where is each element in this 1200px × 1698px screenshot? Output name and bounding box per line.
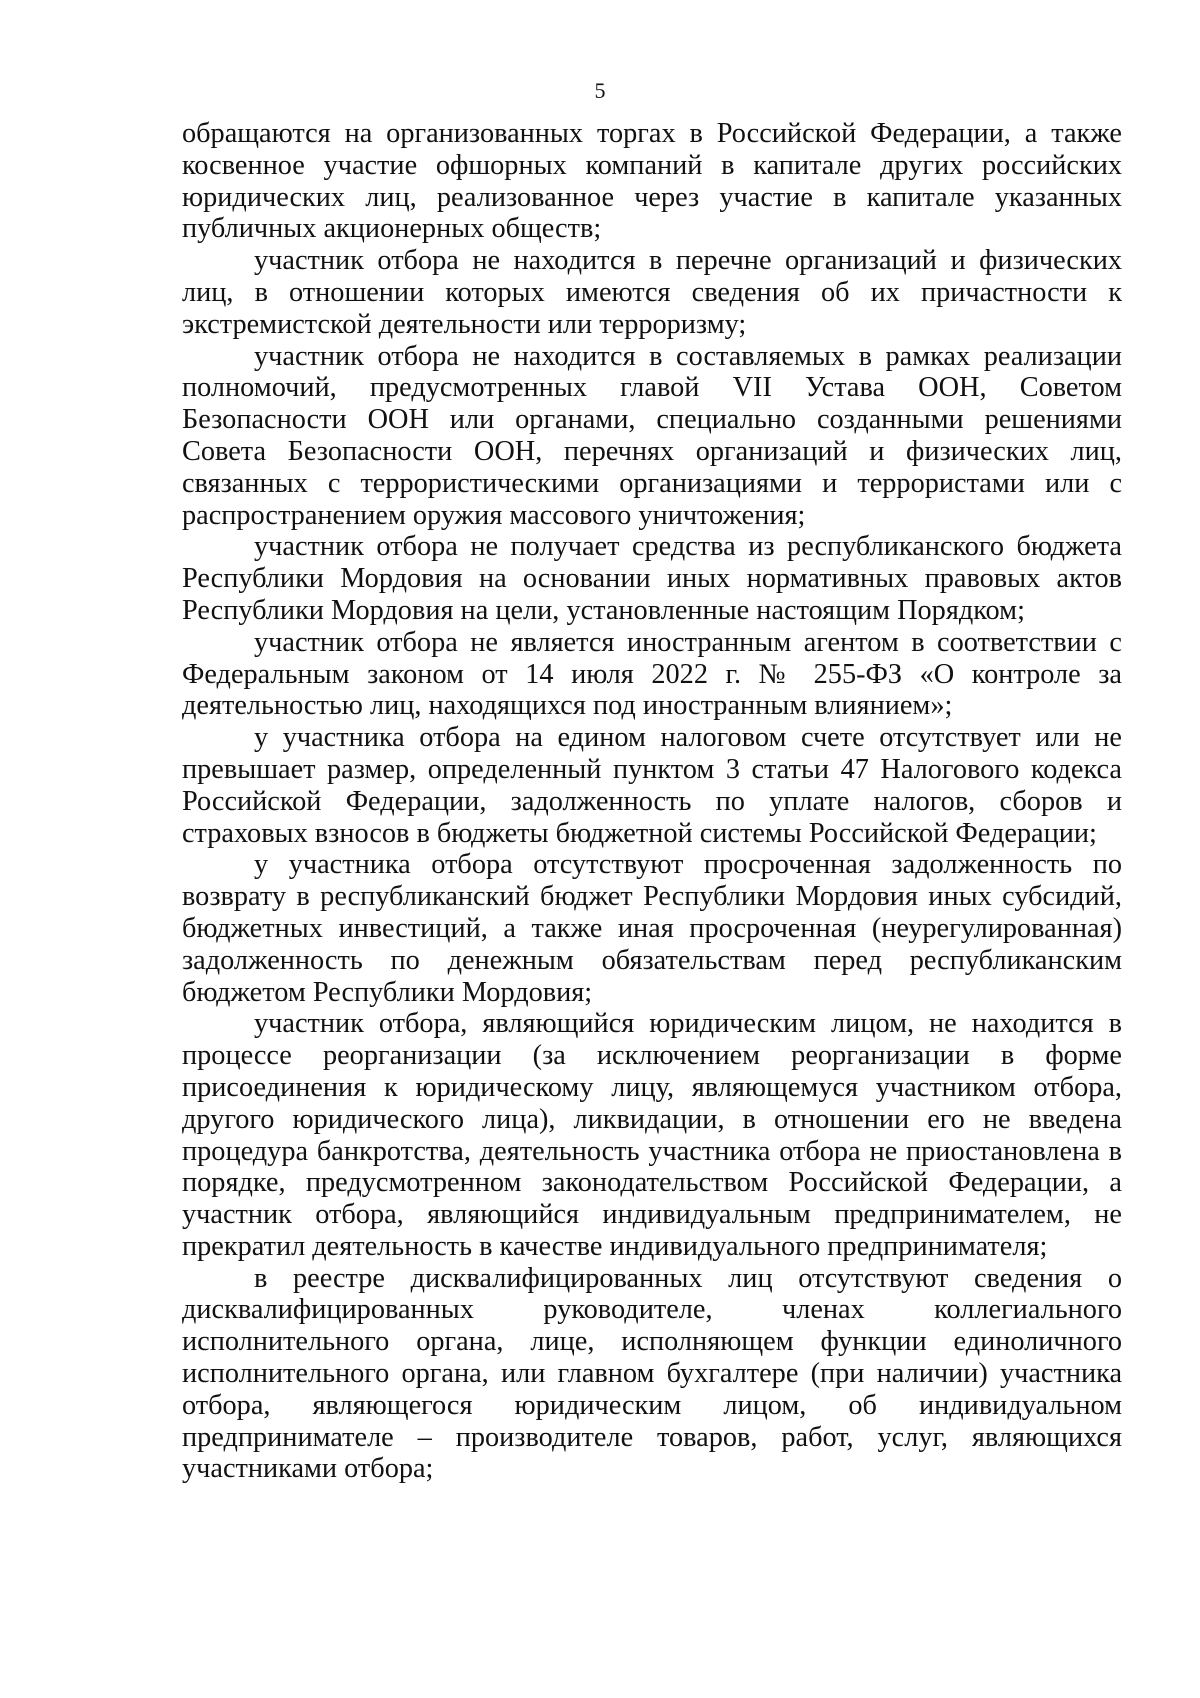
paragraph-overdue-debt: у участника отбора отсутствуют просроченная задолженность по возврату в республиканский бюджет Республики Мордовия иных субсидий, бюджетных инвестиций, а также иная просроченная (неурегулированная) задолженность по денежным обязательствам перед республиканским бюджетом Республики Мордовия; <box>182 849 1122 1008</box>
paragraph-reorganization: участник отбора, являющийся юридическим лицом, не находится в процессе реорганизации (за исключением реорганизации в форме присоединения к юридическому лицу, являющемуся участником отбора, другого юридического лица), ликвидации, в отношении его не введена процедура банкротства, деятельность участника отбора не приостановлена в порядке, предусмотренном законодательством Российской Федерации, а участник отбора, являющийся индивидуальным предпринимателем, не прекратил деятельность в качестве индивидуального предпринимателя; <box>182 1008 1122 1262</box>
page-number: 5 <box>594 78 606 103</box>
paragraph-un-sanctions-list: участник отбора не находится в составляемых в рамках реализации полномочий, предусмотренных главой VII Устава ООН, Советом Безопасности ООН или органами, специально созданными решениями Совета Безопасности ООН, перечнях организаций и физических лиц, связанных с террористическими организациями и террористами или с распространением оружия массового уничтожения; <box>182 340 1122 531</box>
paragraph-disqualified-persons: в реестре дисквалифицированных лиц отсутствуют сведения о дисквалифицированных руководителе, членах коллегиального исполнительного органа, лице, исполняющем функции единоличного исполнительного органа, или главном бухгалтере (при наличии) участника отбора, являющегося юридическим лицом, об индивидуальном предпринимателе – производителе товаров, работ, услуг, являющихся участниками отбора; <box>182 1262 1122 1485</box>
paragraph-foreign-agent: участник отбора не является иностранным агентом в соответствии с Федеральным законом от 14 июля 2022 г. № 255-ФЗ «О контроле за деятельностью лиц, находящихся под иностранным влиянием»; <box>182 626 1122 722</box>
paragraph-tax-debt: у участника отбора на едином налоговом счете отсутствует или не превышает размер, определенный пунктом 3 статьи 47 Налогового кодекса Российской Федерации, задолженность по уплате налогов, сборов и страховых взносов в бюджеты бюджетной системы Российской Федерации; <box>182 722 1122 849</box>
document-body <box>182 118 1122 1485</box>
paragraph-extremism-list: участник отбора не находится в перечне организаций и физических лиц, в отношении которых имеются сведения об их причастности к экстремистской деятельности или терроризму; <box>182 245 1122 340</box>
paragraph-budget-funds: участник отбора не получает средства из республиканского бюджета Республики Мордовия на основании иных нормативных правовых актов Республики Мордовия на цели, установленные настоящим Порядком; <box>182 531 1122 626</box>
paragraph-continuation: обращаются на организованных торгах в Российской Федерации, а также косвенное участие офшорных компаний в капитале других российских юридических лиц, реализованное через участие в капитале указанных публичных акционерных обществ; <box>182 118 1122 245</box>
